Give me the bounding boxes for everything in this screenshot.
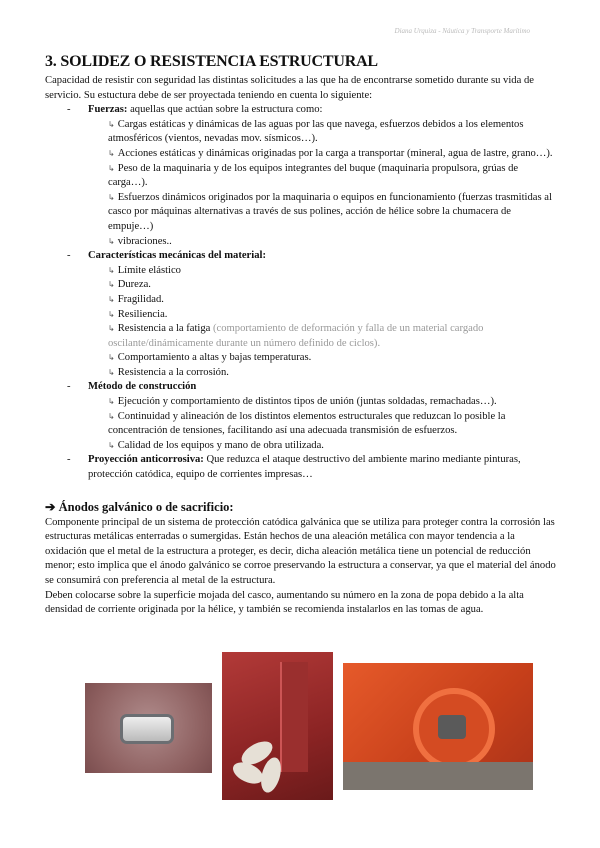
page-header: Diana Urquiza - Náutica y Transporte Marítimo: [394, 27, 530, 35]
sub-item-text: Comportamiento a altas y bajas temperaturas.: [117, 352, 312, 364]
sub-item: [45, 118, 557, 147]
return-arrow-icon: ↳: [108, 192, 115, 202]
sub-item: [45, 351, 557, 366]
sub-item-text: Resiliencia.: [117, 308, 168, 320]
bullet-label: Fuerzas:: [88, 104, 128, 116]
sub-item-text: Fragilidad.: [117, 293, 164, 305]
sub-item-text: Límite elástico: [117, 264, 181, 276]
return-arrow-icon: ↳: [108, 440, 115, 450]
sub-item: [45, 147, 557, 162]
bullet-text: Que reduzca el ataque destructivo del ambiente marino mediante pinturas, protección catódica, equipo de corrientes impresas…: [88, 454, 521, 481]
sub-item: [45, 410, 557, 439]
document-body: [45, 52, 557, 618]
return-arrow-icon: ↳: [108, 148, 115, 158]
propeller-hub: [438, 715, 466, 739]
bullet-label: Proyección anticorrosiva:: [88, 454, 204, 466]
sub-item: [45, 278, 557, 293]
sub-item-text: Cargas estáticas y dinámicas de las aguas por las que navega, esfuerzos debidos a los elementos atmosféricos (vientos, nevadas mov. sísmicos…).: [108, 118, 524, 145]
rudder: [280, 662, 308, 772]
propeller-anodes-photo: [222, 652, 333, 800]
sub-item: [45, 366, 557, 381]
dash-bullet: -: [67, 104, 71, 116]
sub-item: [45, 439, 557, 454]
dash-bullet: -: [67, 250, 71, 262]
sub-item-text: Resistencia a la fatiga: [117, 323, 211, 335]
return-arrow-icon: ↳: [108, 397, 115, 407]
sub-item: [45, 191, 557, 235]
sub-item-text: Acciones estáticas y dinámicas originadas por la carga a transportar (mineral, agua de lastre, grano…).: [117, 147, 553, 159]
fatiga-note: (comportamiento de deformación y falla de un material cargado oscilante/dinámicamente durante un número definido de ciclos).: [108, 323, 484, 349]
sub-item: [45, 395, 557, 410]
sub-item: [45, 308, 557, 323]
anode-photo: [85, 683, 212, 773]
dash-bullet: -: [67, 381, 71, 393]
return-arrow-icon: ↳: [108, 324, 115, 334]
return-arrow-icon: ↳: [108, 309, 115, 319]
return-arrow-icon: ↳: [108, 294, 115, 304]
sub-item-text: Continuidad y alineación de los distintos elementos estructurales que reduzcan lo posible la concentración de tensiones, facilitando así una adecuada transmisión de esfuerzos.: [108, 410, 506, 437]
sub-item: [45, 264, 557, 279]
return-arrow-icon: ↳: [108, 367, 115, 377]
sub-item-text: Resistencia a la corrosión.: [117, 366, 229, 378]
sub-item-fatiga: [45, 322, 557, 351]
sub-item-text: Peso de la maquinaria y de los equipos integrantes del buque (maquinaria propulsora, grúas de carga…).: [108, 162, 519, 189]
sub-item-text: Ejecución y comportamiento de distintos tipos de unión (juntas soldadas, remachadas…).: [117, 396, 497, 408]
sub-item-text: vibraciones..: [117, 235, 172, 247]
return-arrow-icon: ↳: [108, 119, 115, 129]
bullet-fuerzas: [45, 103, 557, 118]
return-arrow-icon: ↳: [108, 411, 115, 421]
bullet-caracteristicas: [45, 249, 557, 264]
section2-paragraph-2: Deben colocarse sobre la superficie mojada del casco, aumentando su número en la zona de popa debido a la alta densidad de corriente originada por la hélice, y también se recomienda instalarlos en las tomas de agua.: [45, 589, 524, 616]
sub-item: [45, 162, 557, 191]
bullet-label: Características mecánicas del material:: [88, 250, 266, 262]
sub-item-text: Esfuerzos dinámicos originados por la maquinaria o equipos en funcionamiento (fuerzas trasmitidas al casco por máquinas alternativas a través de sus polines, acción de hélice sobre la chumacera de empuje…): [108, 191, 552, 232]
return-arrow-icon: ↳: [108, 280, 115, 290]
bullet-text: aquellas que actúan sobre la estructura como:: [127, 104, 323, 116]
intro-paragraph: Capacidad de resistir con seguridad las distintas solicitudes a las que ha de encontrarse sometido durante su vida de servicio. Su estuctura debe de ser proyectada teniendo en cuenta lo siguiente:: [45, 75, 534, 101]
return-arrow-icon: ↳: [108, 163, 115, 173]
return-arrow-icon: ↳: [108, 353, 115, 363]
hull-thruster-anodes-photo: [343, 663, 533, 790]
return-arrow-icon: ↳: [108, 236, 115, 246]
sub-item: [45, 293, 557, 308]
drydock-floor: [343, 762, 533, 790]
anode-block: [123, 717, 171, 741]
bullet-metodo: [45, 380, 557, 395]
sub-item-text: Calidad de los equipos y mano de obra utilizada.: [117, 439, 324, 451]
bullet-proyeccion: [45, 453, 557, 482]
bullet-label: Método de construcción: [88, 381, 197, 393]
section2-paragraph-1: Componente principal de un sistema de protección catódica galvánica que se utiliza para proteger contra la corrosión las estructuras metálicas enterradas o sumergidas. Están hechos de una aleación metálica con mayor tendencia a la oxidación que el metal de la estructura a proteger, es decir, dicha aleación metálica tiene un potencial de reducción menor; esto implica que el ánodo galvánico se corroe preservando la estructura a conservar, ya que el material del ánodo se consumirá con preferencia al metal de la estructura.: [45, 516, 556, 586]
sub-item-text: Dureza.: [117, 279, 151, 291]
sub-item: [45, 235, 557, 250]
section-title: 3. SOLIDEZ O RESISTENCIA ESTRUCTURAL: [45, 53, 378, 70]
dash-bullet: -: [67, 454, 71, 466]
return-arrow-icon: ↳: [108, 265, 115, 275]
section2-title: ➔ Ánodos galvánico o de sacrificio:: [45, 499, 234, 514]
